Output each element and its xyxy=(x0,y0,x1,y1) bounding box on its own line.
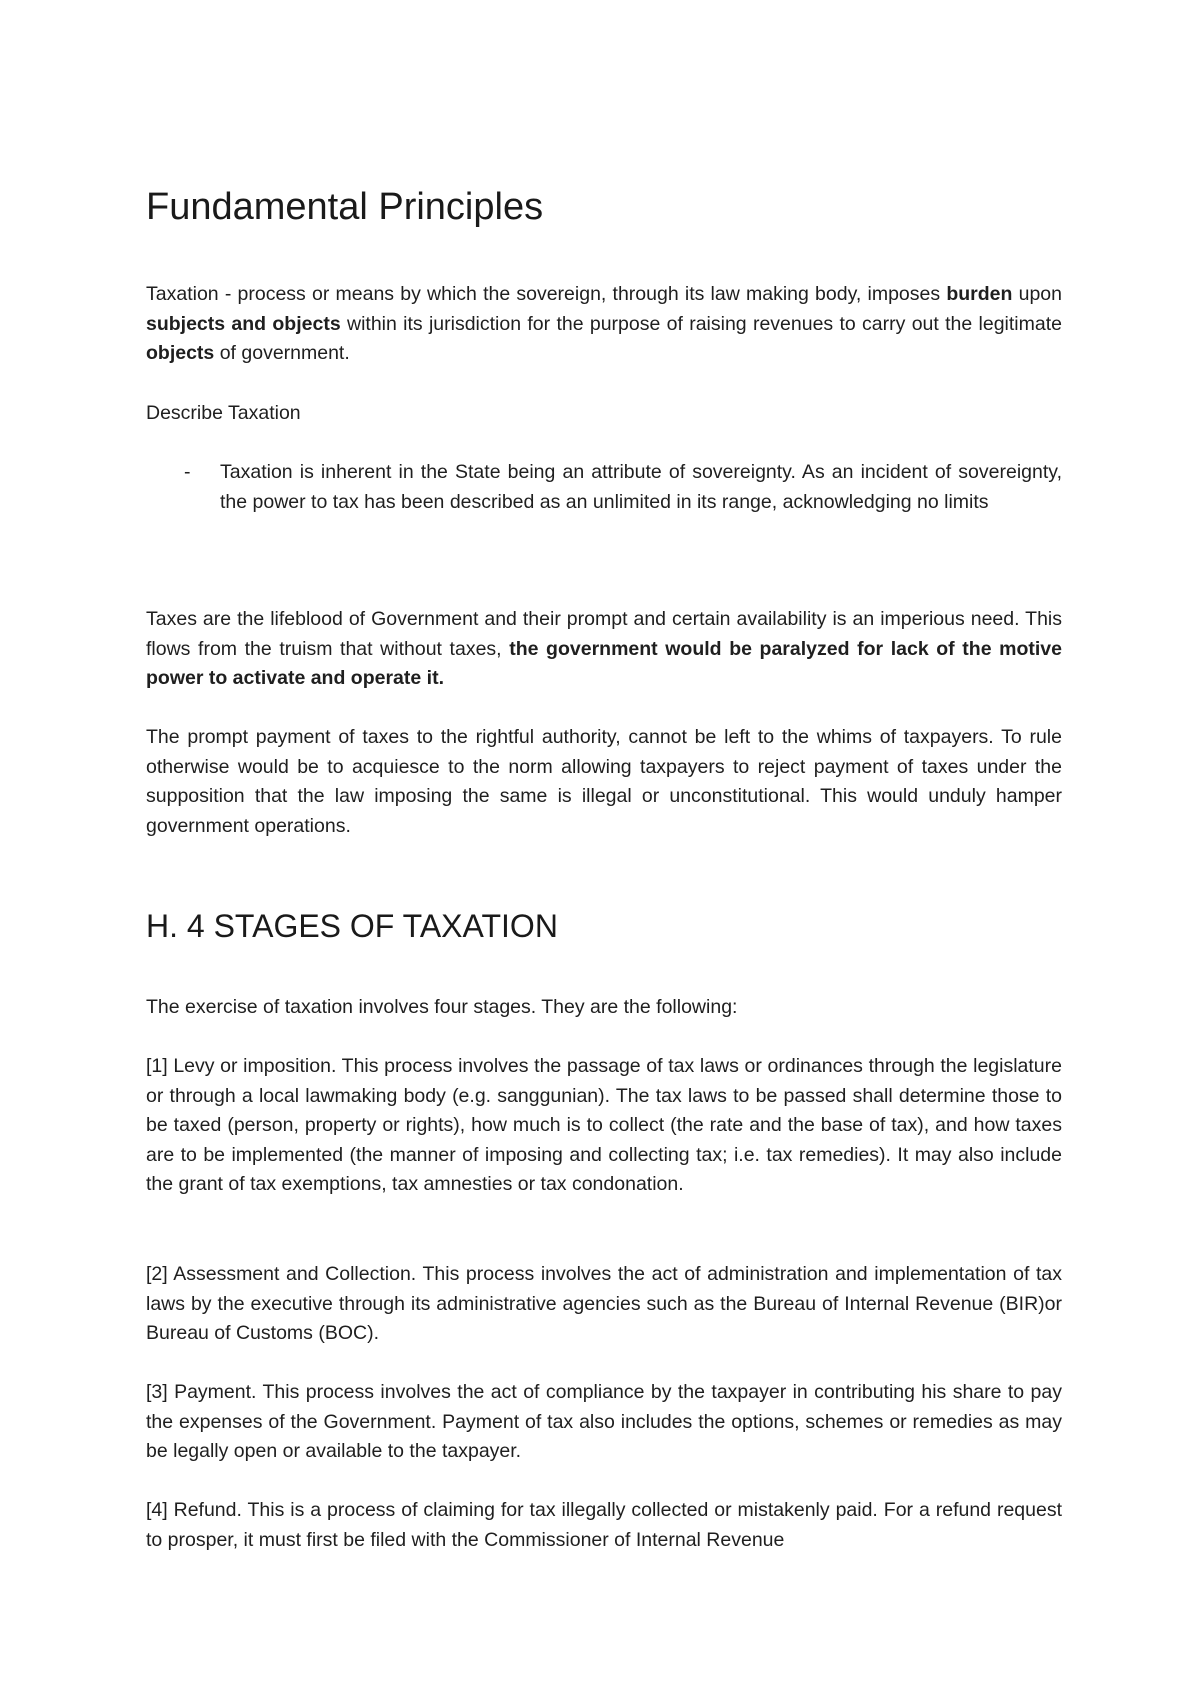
lifeblood-paragraph xyxy=(146,605,1062,694)
describe-heading: Describe Taxation xyxy=(146,402,301,424)
definition-text-3: within its jurisdiction for the purpose of raising revenues to carry out the legitimate xyxy=(340,312,1062,335)
stage-levy: [1] Levy or imposition. This process involves the passage of tax laws or ordinances through the legislature or through a local lawmaking body (e.g. sanggunian). The tax laws to be passed shall determine those to be taxed (person, property or rights), how much is to collect (the rate and the base of tax), and how taxes are to be implemented (the manner of imposing and collecting tax; i.e. tax remedies). It may also include the grant of tax exemptions, tax amnesties or tax condonation. xyxy=(146,1055,1062,1195)
definition-bold-burden: burden xyxy=(946,283,1013,305)
bullet-text: Taxation is inherent in the State being an attribute of sovereignty. As an incident of sovereignty, the power to tax has been described as an unlimited in its range, acknowledging no limits xyxy=(220,461,1062,513)
stage-assessment: [2] Assessment and Collection. This process involves the act of administration and implementation of tax laws by the executive through its administrative agencies such as the Bureau of Internal Revenue (BIR)or Bureau of Customs (BOC). xyxy=(146,1263,1062,1344)
definition-text-1: Taxation - process or means by which the sovereign, through its law making body, imposes xyxy=(146,283,947,305)
lifeblood-text: Taxes are the lifeblood of Government and their prompt and certain availability is an imperious need. This flows from the truism that without taxes, xyxy=(146,608,1062,660)
bullet-item xyxy=(146,458,1062,517)
prompt-payment-paragraph: The prompt payment of taxes to the rightful authority, cannot be left to the whims of taxpayers. To rule otherwise would be to acquiesce to the norm allowing taxpayers to reject payment of taxes under the supposition that the law imposing the same is illegal or unconstitutional. This would unduly hamper government operations. xyxy=(146,726,1062,837)
definition-text-2: upon xyxy=(1012,283,1062,305)
stage-refund: [4] Refund. This is a process of claiming for tax illegally collected or mistakenly paid. For a refund request to prosper, it must first be filed with the Commissioner of Internal Revenue xyxy=(146,1499,1062,1551)
page-title: Fundamental Principles xyxy=(146,186,544,228)
stage-payment: [3] Payment. This process involves the act of compliance by the taxpayer in contributing his share to pay the expenses of the Government. Payment of tax also includes the options, schemes or remedies as may be legally open or available to the taxpayer. xyxy=(146,1381,1062,1462)
taxation-definition xyxy=(146,280,1062,369)
definition-bold-objects: objects xyxy=(146,342,215,364)
definition-bold-subjects: subjects and objects xyxy=(146,312,341,335)
stages-intro: The exercise of taxation involves four stages. They are the following: xyxy=(146,996,738,1018)
lifeblood-bold: the government would be paralyzed for lack of the motive power to activate and operate it. xyxy=(146,637,1062,689)
bullet-marker: - xyxy=(184,461,191,483)
stages-heading: H. 4 STAGES OF TAXATION xyxy=(146,908,558,944)
definition-text-4: of government. xyxy=(214,342,350,364)
